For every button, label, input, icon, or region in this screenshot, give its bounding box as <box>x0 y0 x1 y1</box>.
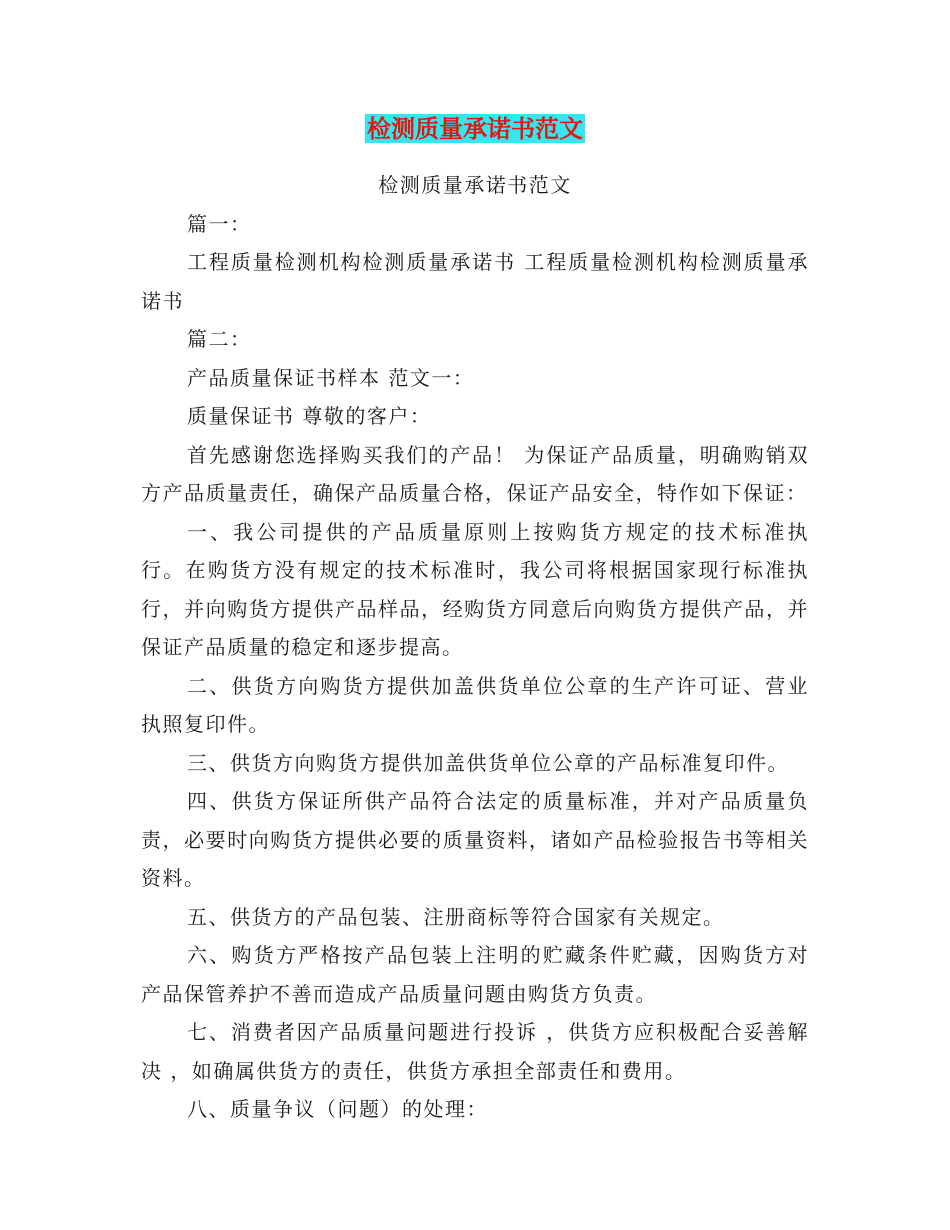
paragraph: 二、供货方向购货方提供加盖供货单位公章的生产许可证、营业执照复印件。 <box>141 673 809 736</box>
paragraph: 篇二： <box>187 327 252 351</box>
paragraph: 工程质量检测机构检测质量承诺书 工程质量检测机构检测质量承诺书 <box>141 250 809 313</box>
paragraph: 篇一： <box>187 211 252 236</box>
paragraph: 产品质量保证书样本 范文一： <box>187 365 475 390</box>
paragraph: 三、供货方向购货方提供加盖供货单位公章的产品标准复印件。 <box>187 750 789 775</box>
document-title <box>0 112 950 146</box>
paragraph: 首先感谢您选择购买我们的产品！ 为保证产品质量，明确购销双方产品质量责任，确保产品质量合格，保证产品安全，特作如下保证： <box>141 442 809 505</box>
paragraph: 质量保证书 尊敬的客户： <box>187 404 432 428</box>
paragraph: 八、质量争议（问题）的处理： <box>187 1097 488 1121</box>
paragraph: 六、购货方严格按产品包装上注明的贮藏条件贮藏，因购货方对产品保管养护不善而造成产品质量问题由购货方负责。 <box>141 943 809 1006</box>
paragraph: 四、供货方保证所供产品符合法定的质量标准，并对产品质量负责，必要时向购货方提供必要的质量资料，诸如产品检验报告书等相关资料。 <box>141 789 809 890</box>
document-title-text: 检测质量承诺书范文 <box>367 114 583 143</box>
paragraph: 七、消费者因产品质量问题进行投诉 ，供货方应积极配合妥善解决 ，如确属供货方的责任，供货方承担全部责任和费用。 <box>141 1020 809 1083</box>
document-subtitle: 检测质量承诺书范文 <box>378 173 572 197</box>
paragraph: 一、我公司提供的产品质量原则上按购货方规定的技术标准执行。在购货方没有规定的技术标准时，我公司将根据国家现行标准执行，并向购货方提供产品样品，经购货方同意后向购货方提供产品，并保证产品质量的稳定和逐步提高。 <box>141 519 809 659</box>
document-body <box>141 166 809 1129</box>
paragraph: 五、供货方的产品包装、注册商标等符合国家有关规定。 <box>187 904 725 929</box>
